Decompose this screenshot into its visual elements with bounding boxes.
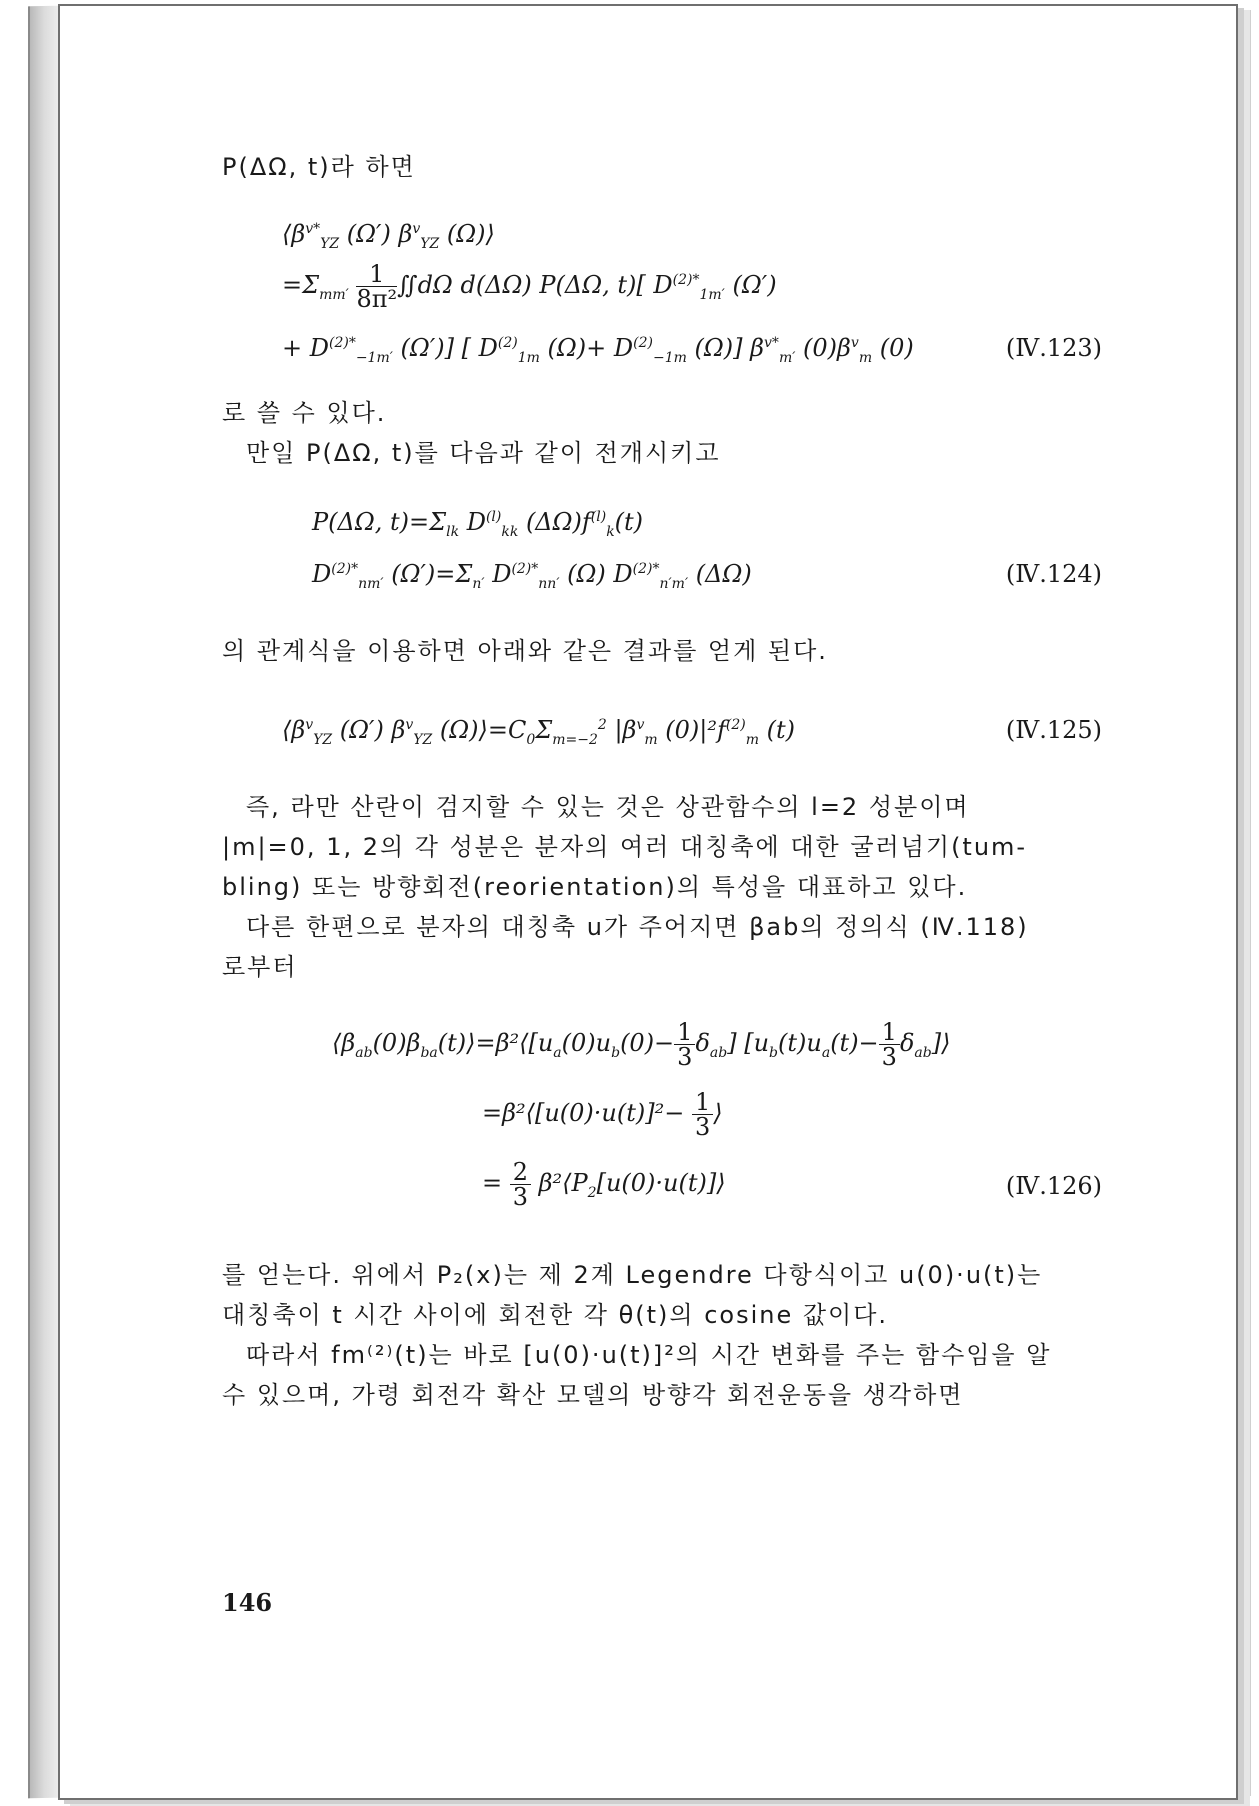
equation-126-line3: = $\frac{2}{3}$ $\beta^2⟨P_2[u(0)\cdot u(t)]⟩$ (Ⅳ.126) — [482, 1158, 1102, 1211]
equation-126-line2: =β²⟨[u(0)·u(t)]²− $\frac{1}{3}$ ⟩ — [482, 1088, 723, 1141]
equation-123-line2: $=\Sigma_{mm'}$ $\frac{1}{\text{8π²}}$ ∬dΩ d(ΔΩ) P(ΔΩ, t)[ $D^{(2)*}_{1m'}$ (Ω′) — [282, 260, 777, 313]
paragraph-symmetry-2: 로부터 — [222, 953, 298, 981]
equation-125: $⟨\beta^v_{YZ}$ (Ω′) $\beta^v_{YZ}$ $(\Omega)⟩=C_0\Sigma_{m=-2}^2$ $|\beta^v_m$ $(0)|^2f^{(2)}_m$ (t) (Ⅳ.125) — [282, 716, 1102, 748]
paragraph-raman-3: bling) 또는 방향회전(reorientation)의 특성을 대표하고 있다. — [222, 873, 968, 901]
book-spine-edge — [28, 6, 62, 1799]
equation-number-126: (Ⅳ.126) — [1005, 1172, 1102, 1200]
equation-126-line1: $⟨\beta_{ab}(0)\beta_{ba}(t)⟩=\beta^2⟨[u_a(0)u_b(0)-$ $\frac{1}{3}$ $\delta_{ab}$] [$u_b(t)u_a(t)-$ $\frac{1}{3}$ $\delta_{ab}]⟩$ — [332, 1018, 951, 1071]
equation-123-line1: $⟨\beta^{v*}_{YZ}$ (Ω′) $\beta^v_{YZ}$ (Ω)⟩ — [282, 220, 495, 252]
equation-number-124: (Ⅳ.124) — [1005, 560, 1102, 588]
paragraph-intro: P(ΔΩ, t)라 하면 — [222, 153, 416, 181]
paragraph-expand: 만일 P(ΔΩ, t)를 다음과 같이 전개시키고 — [246, 439, 721, 467]
page-edge-shadow — [1237, 10, 1251, 1796]
paragraph-conclusion-2: 수 있으며, 가령 회전각 확산 모델의 방향각 회전운동을 생각하면 — [222, 1381, 964, 1409]
equation-123-line3: + $D^{(2)*}_{-1m'}$ (Ω′)] [ $D^{(2)}_{1m}$ $(\Omega)+ D^{(2)}_{-1m}$ (Ω)] $\beta^{v*}_{m'}$ $(0)\beta^v_m$ (0) (Ⅳ.123) — [282, 334, 1102, 366]
equation-number-125: (Ⅳ.125) — [1005, 716, 1102, 744]
paragraph-legendre-1: 를 얻는다. 위에서 P₂(x)는 제 2계 Legendre 다항식이고 u(0)·u(t)는 — [222, 1261, 1043, 1289]
equation-124-line1: P(ΔΩ, $t)=\Sigma_{lk}$ $D^{(l)}_{kk}$ $(\Delta\Omega)f^{(l)}_k(t)$ — [312, 508, 644, 540]
paragraph-conclusion-1: 따라서 fm⁽²⁾(t)는 바로 [u(0)·u(t)]²의 시간 변화를 주는 함수임을 알 — [246, 1341, 1052, 1369]
paragraph-raman-2: |m|=0, 1, 2의 각 성분은 분자의 여러 대칭축에 대한 굴러넘기(tum- — [222, 833, 1028, 861]
paragraph-relation: 의 관계식을 이용하면 아래와 같은 결과를 얻게 된다. — [222, 637, 828, 665]
equation-number-123: (Ⅳ.123) — [1005, 334, 1102, 362]
paragraph-write: 로 쓸 수 있다. — [222, 399, 387, 427]
paragraph-symmetry-1: 다른 한편으로 분자의 대칭축 u가 주어지면 βab의 정의식 (Ⅳ.118) — [246, 913, 1029, 941]
equation-124-line2: $D^{(2)*}_{nm'}$ $(\Omega')=\Sigma_{n'}$ $D^{(2)*}_{nn'}$ (Ω) $D^{(2)*}_{n'm'}$ (ΔΩ) (Ⅳ.124) — [312, 560, 1102, 592]
paragraph-raman-1: 즉, 라만 산란이 검지할 수 있는 것은 상관함수의 l=2 성분이며 — [246, 793, 970, 821]
paragraph-legendre-2: 대칭축이 t 시간 사이에 회전한 각 θ(t)의 cosine 값이다. — [222, 1301, 889, 1329]
page-number: 146 — [222, 1588, 273, 1617]
